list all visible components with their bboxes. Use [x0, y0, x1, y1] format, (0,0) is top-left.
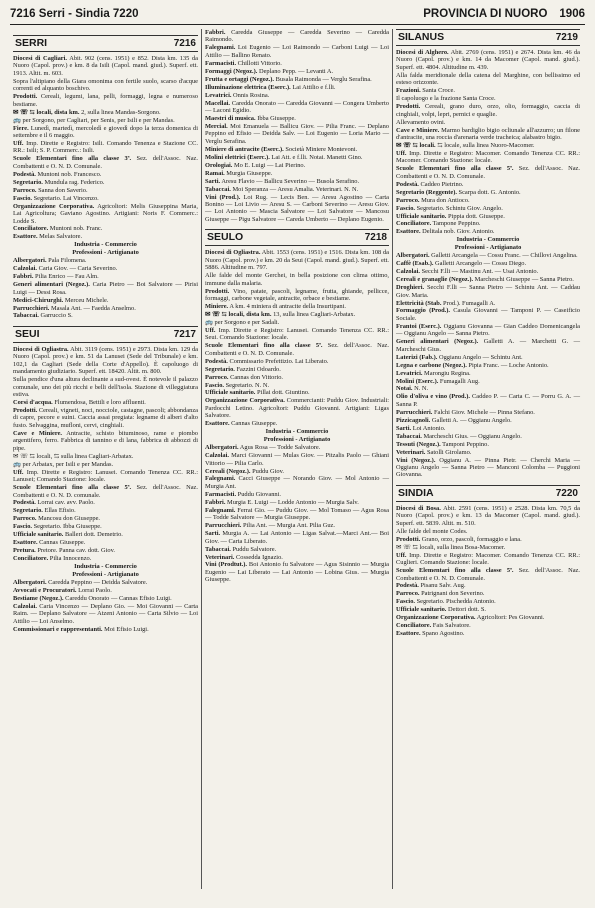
entry-paragraph: Frazioni. Santa Croce. — [396, 87, 455, 95]
entry-paragraph: Parrucchieri. Pilia Ant. — Murgia Ant. Pilia Guz. — [205, 522, 335, 530]
entry-paragraph: Sopra l'altipiano della Giara omonima con fertile suolo, scarso d'acque correnti ed alquanto boschivo. — [13, 77, 198, 93]
entry-paragraph: Cave e Miniere. Antracite, schisto bituminoso, rame e piombo argentifero, ferro. Fabbrica di tannino e di lana, fabbrica di abbozzi di pipe. — [13, 429, 198, 452]
entry-paragraph: Molini (Eserc.). Fumagalli Aug. — [396, 377, 480, 385]
entry-paragraph: Orologiai. Mo E. Luigi — Lai Pierino. — [205, 161, 306, 169]
entry-paragraph: Diocesi di Bosa. Abit. 2591 (cens. 1951) e 2528. Dista km. 70,5 da Nuoro (Capol. prov.) e km. 13 da Macomer (Capol. mand. giud.). Superf. ett. 5839. Altit. m. 510. — [396, 504, 580, 527]
entry-paragraph: Prodotti. Cereali, vigneti, noci, nocciole, castagne, pascoli; abbondanza di capre, pecore e suini. Caccia assai pregiata: legname di alberi d'alto fusto. Selvaggina, mufloni, cervi, cinghiali. — [13, 407, 198, 429]
entry-paragraph: Ufficiale sanitario. Pillai dott. Giuntino. — [205, 389, 310, 397]
entry-paragraph: Parrucchieri. Falchi Giov. Michele — Pinna Stefano. — [396, 408, 535, 416]
entry-paragraph: Ramai. Murgia Giuseppe. — [205, 169, 273, 177]
entry-paragraph: Fabbri. Pilia Enrico — Fau Alm. — [13, 273, 99, 281]
entry-paragraph: Droghieri. Secchi F.lli — Sanna Pietro — Schintu Ant. — Caddau Giov. Maria. — [396, 284, 580, 299]
entry-paragraph: Conciliatore. Pilia Innocenzo. — [13, 555, 92, 563]
entry-name: SEUI — [15, 327, 40, 340]
entry-paragraph: Albergatori. Caredda Peppino — Deidda Salvatore. — [13, 579, 148, 586]
header-province: PROVINCIA DI NUORO — [423, 8, 548, 20]
directory-page — [10, 8, 585, 892]
entry-paragraph: 🚌 per Sorgono e per Sadali. — [205, 318, 280, 326]
entry-paragraph: Miniere di antracite (Eserc.). Società Miniere Montevoni. — [205, 145, 358, 153]
section-subheading: Professioni - Artigianato — [263, 436, 331, 444]
entry-heading-seui — [13, 326, 198, 343]
entry-paragraph: Scuole Elementari fino alla classe 5ª. Sez. dell'Assoc. Naz. Combattenti e O. N. D. comunale. — [13, 484, 198, 499]
entry-paragraph: Prodotti. Grano, orzo, pascoli, formaggio e lana. — [396, 535, 522, 543]
entry-paragraph: Tabaccai. Garruccio S. — [13, 312, 73, 320]
entry-paragraph: Generi alimentari (Negoz.). Caria Pietro — Boi Salvatore — Pirisi Luigi — Dessi Rosa. — [13, 281, 198, 296]
section-subheading: Professioni - Artigianato — [72, 249, 139, 257]
entry-paragraph: Sarti. Loi Antonio. — [396, 424, 446, 432]
entry-paragraph: Parrucchieri. Masala Ant. — Faedda Anselmo. — [13, 304, 136, 312]
entry-paragraph: Legna e carbone (Negoz.). Pipia Franc. — Loche Antonio. — [396, 361, 549, 369]
entry-paragraph: Conciliatore. Tampone Peppino. — [396, 220, 481, 228]
section-subheading: Professioni - Artigianato — [454, 244, 522, 252]
entry-paragraph: 🚌 per Arbatax, per Isili e per Mandas. — [13, 460, 114, 468]
entry-paragraph: Podestà. Muntoni nob. Francesco. — [13, 170, 102, 178]
entry-paragraph: Fabbri. Murgia E. Luigi — Lodde Antonio — Murgia Salv. — [205, 498, 359, 506]
entry-paragraph: Sarti. Murgia A. — Lai Antonio — Ligas Salvat.—Marci Ant.— Boi Giov. — Carta Liberato. — [205, 530, 389, 545]
entry-paragraph: Fascio. Segretario. Pischedda Antonio. — [396, 598, 496, 606]
entry-paragraph: Uff. Imp. Dirette e Registro: Macomer. Comando Tenenza CC. RR.: Macomer. Comando Stazione: locale. — [396, 149, 580, 165]
header-left: 7216 Serri - Sindia 7220 — [10, 8, 139, 20]
entry-paragraph: Esattore. Spano Agostino. — [396, 630, 465, 638]
entry-paragraph: Prodotti. Cereali, legumi, lana, pelli, formaggi, legna e numeroso bestiame. — [13, 93, 198, 108]
entry-number: 7217 — [173, 328, 196, 340]
entry-paragraph: Diocesi di Ogliastra. Abit. 1553 (cens. 1951) e 1516. Dista km. 108 da Nuoro (Capol. prov.) e km. 20 da Seui (Capol. mand. giud.). Superf. ett. 5886. Altitudine m. 797. — [205, 249, 389, 272]
entry-number: 7218 — [364, 232, 387, 244]
column-1 — [10, 29, 201, 889]
header-right — [423, 8, 585, 20]
entry-paragraph: Diocesi di Alghero. Abit. 2769 (cens. 1951) e 2674. Dista km. 46 da Nuoro (Capol. prov.) e km. 14 da Macomer (Capol. mand. giud.). Superf. ett. 4804. Altitudine m. 439. — [396, 49, 581, 71]
entry-paragraph: Uff. Imp. Dirette e Registro: Isili. Comando Tenenza e Stazione CC. RR.: Isili; S. P. Commerc.: Isili. — [13, 139, 198, 155]
entry-paragraph: Organizzazione Corporativa. Agricoltori: Melis Giuseppina Maria, Lai Agricoltura; Gaviano Agostino. Artigiani: Noris F. Commerc.: Lodde S. — [13, 202, 198, 225]
entry-paragraph: Generi alimentari (Negoz.). Galletti A. — Marchetti G. — Marcheschi Gius. — [396, 338, 580, 353]
entry-paragraph: Esattore. Cannas Giuseppe. — [13, 539, 86, 547]
entry-paragraph: Commissionari e rappresentanti. Moi Efisio Luigi. — [13, 625, 149, 633]
entry-paragraph: Cave e Miniere. Marmo bardiglio bigio ocliunale all'azzurro; un filone d'antracite, una roccia d'arenaria verde tracheica; alabastro bigio. — [396, 126, 580, 141]
entry-paragraph: Fascio. Segretario. Ibba Giuseppe. — [13, 523, 102, 531]
entry-paragraph: Parroco. Mura don Antioco. — [396, 196, 470, 204]
entry-name: SERRI — [15, 37, 48, 49]
entry-name: SEULO — [207, 231, 244, 244]
entry-paragraph: Frantoi (Eserc.). Oggianu Giovanna — Gian Caddeo Domenicangela — Oggianu Angelo — Sanna Pietro. — [396, 322, 581, 338]
entry-paragraph: Miniere. A km. 4 miniera di antracite della Insurtipani. — [205, 303, 346, 310]
entry-paragraph: Farmacisti. Puddu Giovanni. — [205, 490, 281, 498]
entry-paragraph: Pretura. Pretore. Panna cav. dott. Giov. — [13, 547, 115, 555]
entry-paragraph: Elettricità (Stab. Prod.). Fumagalli A. — [396, 299, 496, 307]
entry-paragraph: Molini elettrici (Eserc.). Lai Att. e f.lli. Notai. Manetti Gino. — [205, 153, 363, 161]
column-3 — [392, 29, 583, 889]
entry-paragraph: Macellai. Caredda Onorato — Caredda Giovanni — Congera Umberto — Laconi Egidio. — [205, 99, 389, 115]
entry-paragraph: Esattore. Melas Salvatore. — [13, 233, 83, 241]
entry-paragraph: Scuole Elementari fino alla classe 5ª. Sez. dell'Assoc. Naz. Combattenti e O. N. D. Comunale. — [396, 567, 580, 582]
section-subheading: Professioni - Artigianato — [72, 571, 139, 579]
entry-paragraph: Fascio. Segretario. Schintu Giov. Angelo. — [396, 204, 503, 212]
entry-paragraph: Allevamento ovini. — [396, 118, 446, 126]
entry-paragraph: Falegnami. Loi Eugenio — Loi Raimondo — Carboni Luigi — Loi Attilio — Ballino Renato. — [205, 44, 389, 59]
entry-paragraph: Sarti. Aresu Flavio — Ballicu Severino — Busola Serafino. — [205, 177, 360, 185]
entry-paragraph: Organizzazione Corporativa. Agricoltori: Pes Giovanni. — [396, 614, 545, 622]
entry-paragraph: Vini (Prod.). Loi Rug. — Lecis Ben. — Aresu Agostino — Carta Bonino — Loi Livio — Aresu S. — Carboni Severino — Aresu Giov. — Loi Antonio — Mascia Salvatore — Loi Salvatore — Mancosu Giuseppe — Pigu Salvatore — Careda Umberto — Deplano Eugenio. — [205, 193, 389, 223]
columns — [10, 29, 585, 889]
entry-name: SILANUS — [398, 31, 445, 43]
entry-paragraph: Scuole Elementari fino alla classe 5ª. Sez. dell'Assoc. Naz. Combattenti e O. N. D. Comunale. — [396, 165, 580, 180]
entry-paragraph: Scuole Elementari fino alla classe 3ª. Sez. dell'Assoc. Naz. Combattenti e O. N. D. Comunale. — [13, 155, 198, 170]
entry-paragraph: Cereali (Negoz.). Puddu Giov. — [205, 467, 284, 475]
entry-paragraph: Falegnami. Ferrai Gio. — Puddu Giov. — Mol Tomaso — Agus Rosa — Todde Salvatore — Murgia Giuseppe. — [205, 506, 389, 522]
entry-paragraph: Ufficiale sanitario. Pippia dott. Giuseppe. — [396, 212, 505, 220]
entry-number: 7219 — [555, 32, 578, 43]
entry-paragraph: Alle falde del monte Codes. — [396, 527, 468, 535]
entry-paragraph: ✉ ☏ ⇆ locali, dista km. 13, sulla linea Cagliari-Arbatax. — [205, 310, 356, 318]
entry-paragraph: Fiere. Lunedì, martedì, mercoledì e giovedì dopo la terza domenica di settembre e il 6 maggio. — [13, 124, 198, 140]
entry-paragraph: Calzolai. Caria Vincenzo — Deplano Gio. — Moi Giovanni — Carta Raim. — Deplano Salvatore — Atzeni Antonio — Carta Silvio — Loi Attilio — Loi Anselmo. — [13, 602, 198, 625]
entry-paragraph: Ufficiale sanitario. Balleri dott. Demetrio. — [13, 531, 123, 539]
entry-paragraph: Pizzicagnoli. Galletti A. — Oggianu Angelo. — [396, 416, 512, 424]
entry-paragraph: Falegnami. Cacci Giuseppe — Norando Giov. — Mol Antonio — Murgia Ant. — [205, 475, 389, 490]
entry-heading-sindia — [396, 485, 580, 502]
entry-paragraph: Vini (Negoz.). Oggianu A. — Pinna Pietr. — Cherchi Maria — Oggianu Angelo — Sanna Pietro — Manconi Colomba — Puggioni Giovanna. — [396, 456, 581, 479]
entry-paragraph: Diocesi di Ogliastra. Abit. 3119 (cens. 1951) e 2973. Dista km. 129 da Nuoro (Capol. prov.) e km. 51 da Lanusei (Sede del Tribunale) e km. 102,1 da Cagliari (Sede della Corte d'Appello). È capoluogo di mandamento giudiziario. Superf. ett. 18420. Altit. m. 800. — [13, 345, 198, 376]
entry-paragraph: 🚌 per Sorgono, per Cagliari, per Senis, per Isili e per Mandas. — [13, 116, 175, 124]
entry-paragraph: Segretario. Fazzini Odoardo. — [205, 365, 281, 373]
entry-paragraph: Conciliatore. Muntoni nob. Franc. — [13, 225, 103, 233]
entry-paragraph: Parroco. Mancosu don Giuseppe. — [13, 515, 101, 523]
entry-paragraph: Uff. Imp. Dirette e Registro: Lanusei. Comando Tenenza CC. RR.: Lanusei; Comando Stazione: locale. — [13, 468, 198, 484]
entry-paragraph: ✉ ☏ ⇆ locali, sulla linea Bosa-Macomer. — [396, 543, 506, 551]
entry-paragraph: Esattore. Delitala nob. Giov. Antonio. — [396, 228, 495, 236]
entry-paragraph: Fascio. Segretario. N. N. — [205, 381, 270, 389]
entry-paragraph: ✉ ☏ ⇆ locali. ⇆ locale, sulla linea Nuoro-Macomer. — [396, 141, 535, 149]
entry-paragraph: Fabbri. Caredda Giuseppe — Caredda Severino — Caredda Raimondo. — [205, 29, 389, 44]
entry-paragraph: Caffè (Esab.). Galletti Arcangelo — Cossu Diego. — [396, 260, 527, 268]
entry-paragraph: Podestà. Lorrai cav. avv. Paolo. — [13, 499, 95, 507]
entry-paragraph: Laterizi (Fab.). Oggianu Angelo — Schintu Ant. — [396, 353, 523, 361]
entry-paragraph: Conciliatore. Fais Salvatore. — [396, 622, 471, 630]
entry-paragraph: Prodotti. Vino, patate, pascoli, legname, frutta, ghiande, pellicce, formaggi, carbone vegetale, antracite, orbace e bestiame. — [205, 287, 389, 303]
entry-paragraph: Ufficiale sanitario. Dettori dott. S. — [396, 606, 486, 614]
header-code: 1906 — [559, 8, 585, 20]
entry-paragraph: Prodotti. Cereali, grano duro, orzo, olio, formaggio, caccia di cinghiali, volpi, lepri, pernici e quaglie. — [396, 103, 580, 118]
entry-paragraph: Parroco. Sanna don Saverio. — [13, 186, 88, 194]
entry-paragraph: Veterinari. Satolli Girolamo. — [396, 448, 472, 456]
entry-paragraph: Il capoluogo e la frazione Santa Croce. — [396, 95, 496, 103]
entry-paragraph: Calzolai. Marci Giovanni — Mulas Giov. — Pitzalis Paolo — Ghiani Vittorio — Pilia Carlo. — [205, 452, 389, 467]
entry-paragraph: Notai. N. N. — [396, 385, 429, 393]
entry-paragraph: ✉ ☏ ⇆ locali, dista km. 2, sulla linea Mandas-Sorgono. — [13, 108, 161, 116]
entry-paragraph: Olio d'oliva e vino (Prod.). Caddeo P. — Carta C. — Porru G. A. — Sanna P. — [396, 393, 580, 408]
entry-paragraph: Farmacisti. Chillotti Vittorio. — [205, 59, 282, 67]
entry-paragraph: Uff. Imp. Dirette e Registro: Macomer. Comando Tenenza CC. RR.: Cuglieri. Comando Stazione: locale. — [396, 551, 580, 567]
entry-paragraph: Podestà. Caddeo Pietrino. — [396, 180, 464, 188]
entry-paragraph: Formaggi (Negoz.). Deplano Pepp. — Levanti A. — [205, 67, 334, 75]
entry-heading-silanus — [396, 29, 580, 46]
entry-paragraph: Tabaccai. Marcheschi Gius. — Oggianu Angelo. — [396, 432, 522, 440]
entry-paragraph: Maestri di musica. Ibba Giuseppe. — [205, 114, 296, 122]
entry-paragraph: Tabaccai. Moi Speranza — Aresu Amalia. Veterinari. N. N. — [205, 185, 359, 193]
entry-paragraph: Segretario. Mundula rag. Federico. — [13, 178, 105, 186]
entry-paragraph: Albergatori. Galletti Arcangela — Cossu Franc. — Chillovi Angelina. — [396, 252, 578, 260]
entry-paragraph: Fascio. Segretario. Lai Vincenzo. — [13, 194, 99, 202]
entry-paragraph: Parroco. Cannas don Vittorio. — [205, 373, 284, 381]
entry-paragraph: Formaggio (Prod.). Casula Giovanni — Tamponi P. — Caseificio Sociale. — [396, 307, 580, 322]
entry-paragraph: Illuminazione elettrica (Eserc.). Lai Attilio e f.lli. — [205, 83, 336, 91]
entry-paragraph: Segretario. Ellas Efisio. — [13, 507, 76, 515]
entry-paragraph: Uff. Imp. Dirette e Registro: Lanusei. Comando Tenenza CC. RR.: Seui. Comando Stazione: locale. — [205, 326, 389, 342]
entry-heading-serri — [13, 35, 198, 52]
entry-paragraph: Albergatori. Agus Rosa — Todde Salvatore. — [205, 444, 321, 452]
section-subheading: Industria - Commercio — [74, 241, 137, 249]
entry-paragraph: Diocesi di Cagliari. Abit. 902 (cens. 1951) e 852. Dista km. 135 da Nuoro (Capol. prov.) e km. 8 da Isili (Capol. mand. giud.). Superf. ett. 1913. Altit. m. 603. — [13, 55, 198, 77]
entry-paragraph: Bestiame (Negoz.). Careddu Onorato — Cannas Efisio Luigi. — [13, 594, 172, 602]
entry-paragraph: Vini (Prodtut.). Boi Antonio fu Salvatore — Agus Sisinnio — Murgia Eugenio — Lai Liberato — Lai Antonio — Lobina Gius. — Murgia Giuseppe. — [205, 561, 389, 584]
entry-paragraph: Segretario (Reggente). Scarpa dott. G. Antonio. — [396, 188, 521, 196]
entry-paragraph: Scuole Elementari fino alla classe 5ª. Sez. dell'Assoc. Naz. Combattenti e O. N. D. Comunale. — [205, 342, 389, 357]
entry-paragraph: Avvocati e Procuratori. Lorrai Paolo. — [13, 586, 112, 594]
entry-paragraph: Alla falda meridionale della catena del Marghine, con bellissimo ed esteso orizzonte. — [396, 71, 580, 87]
column-2 — [201, 29, 392, 889]
entry-paragraph: Podestà. Commissario Prefettizio. Lai Liberato. — [205, 357, 329, 365]
entry-paragraph: Levatrici. Onnis Rosina. — [205, 91, 270, 99]
entry-paragraph: Alle falde del monte Gerchei, in bella posizione con clima ottimo, immune dalla malaria. — [205, 272, 389, 287]
entry-number: 7216 — [173, 38, 196, 49]
entry-paragraph: Calzolai. Secchi F.lli — Mastinu Ant. — Usai Antonio. — [396, 268, 539, 276]
entry-paragraph: Albergatori. Pala Filomena. — [13, 257, 87, 265]
entry-paragraph: Podestà. Pisanu Salv. Aug. — [396, 582, 466, 590]
entry-paragraph: Mercial. Moi Emanuela — Ballicu Giov. — Pilia Franc. — Deplano Peppino ed Efisio — Deidda Salv. — Loi Eugenio — Loria Mario — Verglu Serafina. — [205, 122, 389, 145]
entry-paragraph: Esattore. Cannas Giuseppe. — [205, 420, 278, 428]
entry-heading-seulo — [205, 229, 389, 246]
entry-paragraph: Tabaccai. Puddu Salvatore. — [205, 545, 277, 553]
entry-paragraph: Medici-Chirurghi. Merceu Michele. — [13, 296, 109, 304]
entry-paragraph: Cereali e granaglie (Negoz.). Marcheschi Giuseppe — Sanna Pietro. — [396, 276, 574, 284]
page-header — [10, 8, 585, 25]
section-subheading: Industria - Commercio — [456, 236, 520, 244]
entry-paragraph: Calzolai. Caria Giov. — Caria Severino. — [13, 265, 118, 273]
entry-paragraph: Levatrici. Marongiu Regina. — [396, 369, 471, 377]
entry-paragraph: Organizzazione Corporativa. Commercianti: Puddu Giov. Industriali: Pardocchi Letino. Agricoltori: Puddu Giovanni. Artigiani: Ligas Salvatore. — [205, 397, 389, 420]
entry-paragraph: ✉ ☏ ⇆ locali, ⇆ sulla linea Cagliari-Arbatax. — [13, 452, 134, 460]
entry-paragraph: Corsi d'acqua. Flumendosa, Bettili e loro affluenti. — [13, 399, 146, 407]
section-subheading: Industria - Commercio — [265, 428, 329, 436]
entry-number: 7220 — [555, 487, 578, 499]
entry-paragraph: Parroco. Patrignani don Severino. — [396, 590, 485, 598]
entry-name: SINDIA — [398, 486, 434, 499]
entry-paragraph: Veterinari. Cossedda Ignazio. — [205, 553, 283, 561]
entry-paragraph: Tessuti (Negoz.). Tamponi Peppino. — [396, 440, 489, 448]
entry-paragraph: Sulla pendice d'una altura declinante a sud-ovest. È notevole il palazzo comunale, uno dei più ricchi e belli dell'isola. Stazione di villeggiatura estiva. — [13, 376, 198, 399]
section-subheading: Industria - Commercio — [74, 563, 137, 571]
entry-paragraph: Frutta e ortaggi (Negoz.). Busala Raimonda — Verglu Serafina. — [205, 75, 372, 83]
